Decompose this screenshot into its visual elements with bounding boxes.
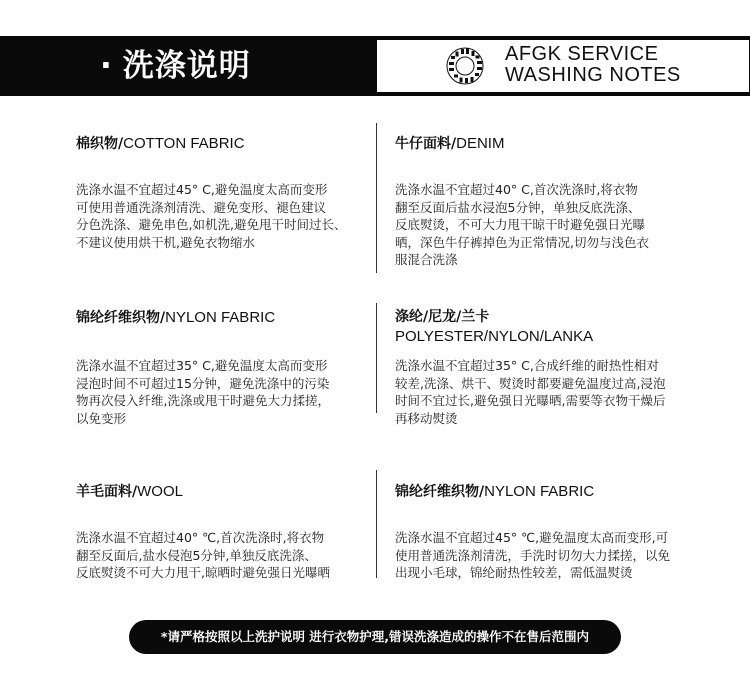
section-wool: [76, 482, 330, 582]
footer-notice: *请严格按照以上洗护说明 进行衣物护理,错误洗涤造成的操作不在售后范围内: [129, 620, 621, 654]
column-divider: [376, 470, 377, 578]
section-title-cn: 牛仔面料/: [395, 136, 457, 152]
section-title-cn: 锦纶纤维织物/: [395, 484, 485, 500]
section-body: [395, 529, 670, 582]
section-cotton: [76, 134, 346, 251]
brand-logo-icon: [444, 45, 486, 87]
body-line: 服混合洗涤: [395, 252, 458, 267]
title-bullet: ·: [100, 48, 113, 84]
body-line: 洗涤水温不宜超过45° ℃,避免温度太高而变形,可: [395, 530, 669, 545]
body-line: 较差,洗涤、烘干、熨烫时都要避免温度过高,浸泡: [395, 375, 666, 391]
section-title-en: COTTON FABRIC: [123, 135, 245, 152]
body-line: 出现小毛球，锦纶耐热性较差，需低温熨烫: [395, 565, 633, 580]
header-english-line2: WASHING NOTES: [505, 64, 681, 86]
section-nylon-2: [395, 482, 670, 582]
section-title-en: WOOL: [137, 483, 183, 500]
section-body: [76, 529, 330, 582]
body-line: 洗涤水温不宜超过40° ℃,首次洗涤时,将衣物: [76, 530, 325, 545]
body-line: 洗涤水温不宜超过40° C,首次洗涤时,将衣物: [395, 182, 638, 197]
section-title: [76, 482, 330, 502]
body-line: 时间不宜过长,避免强日光曝晒,需要等衣物干燥后: [395, 393, 666, 408]
section-title: [76, 134, 346, 154]
section-body: [395, 357, 665, 427]
body-line: 洗涤水温不宜超过35° C,合成纤维的耐热性相对: [395, 358, 659, 373]
title-text: 洗涤说明: [122, 48, 251, 84]
section-title: [395, 134, 649, 154]
section-title: [76, 308, 330, 328]
body-line: 洗涤水温不宜超过35° C,避免温度太高而变形: [76, 358, 328, 373]
body-line: 分色洗涤、避免串色,如机洗,避免甩干时间过长、: [76, 217, 347, 232]
section-title-cn: 涤纶/尼龙/兰卡: [395, 309, 490, 325]
section-title-en: POLYESTER/NYLON/LANKA: [395, 328, 594, 345]
page-title: [100, 36, 251, 96]
column-divider: [376, 303, 377, 413]
section-denim: [395, 134, 649, 269]
section-title-en: NYLON FABRIC: [165, 309, 276, 326]
body-line: 浸泡时间不可超过15分钟，避免洗涤中的污染: [76, 375, 330, 391]
body-line: 反底熨烫，不可大力甩干晾干时避免强日光曝: [395, 217, 646, 232]
body-line: 反底熨烫不可大力甩干,晾晒时避免强日光曝晒: [76, 565, 330, 580]
section-title-cn: 棉织物/: [76, 136, 124, 152]
section-title-cn: 羊毛面料/: [76, 484, 138, 500]
body-line: 翻至反面后盐水浸泡5分钟，单独反底洗涤、: [395, 199, 641, 215]
body-line: 不建议使用烘干机,避免衣物缩水: [76, 234, 255, 250]
section-body: [76, 181, 346, 251]
column-divider: [376, 123, 377, 273]
section-body: [395, 181, 649, 269]
section-title-en: DENIM: [456, 135, 505, 152]
body-line: 翻至反面后,盐水侵泡5分钟,单独反底洗涤、: [76, 547, 317, 563]
header-english-line1: AFGK SERVICE: [505, 43, 659, 65]
section-title-en: NYLON FABRIC: [484, 483, 595, 500]
header-english-title: [505, 44, 681, 86]
section-title-cn: 锦纶纤维织物/: [76, 310, 166, 326]
body-line: 可使用普通洗涤剂清洗、避免变形、褪色建议: [76, 199, 327, 215]
body-line: 晒，深色牛仔裤掉色为正常情况,切勿与浅色衣: [395, 234, 649, 250]
body-line: 使用普通洗涤剂清洗，手洗时切勿大力揉搓，以免: [395, 547, 671, 563]
section-body: [76, 357, 330, 427]
body-line: 物再次侵入纤维,洗涤或甩干时避免大力揉搓，: [76, 393, 330, 408]
body-line: 以免变形: [76, 410, 127, 426]
body-line: 洗涤水温不宜超过45° C,避免温度太高而变形: [76, 182, 328, 197]
section-nylon: [76, 308, 330, 427]
body-line: 再移动熨烫: [395, 410, 458, 426]
section-polyester: [395, 308, 665, 427]
section-title: [395, 482, 670, 502]
